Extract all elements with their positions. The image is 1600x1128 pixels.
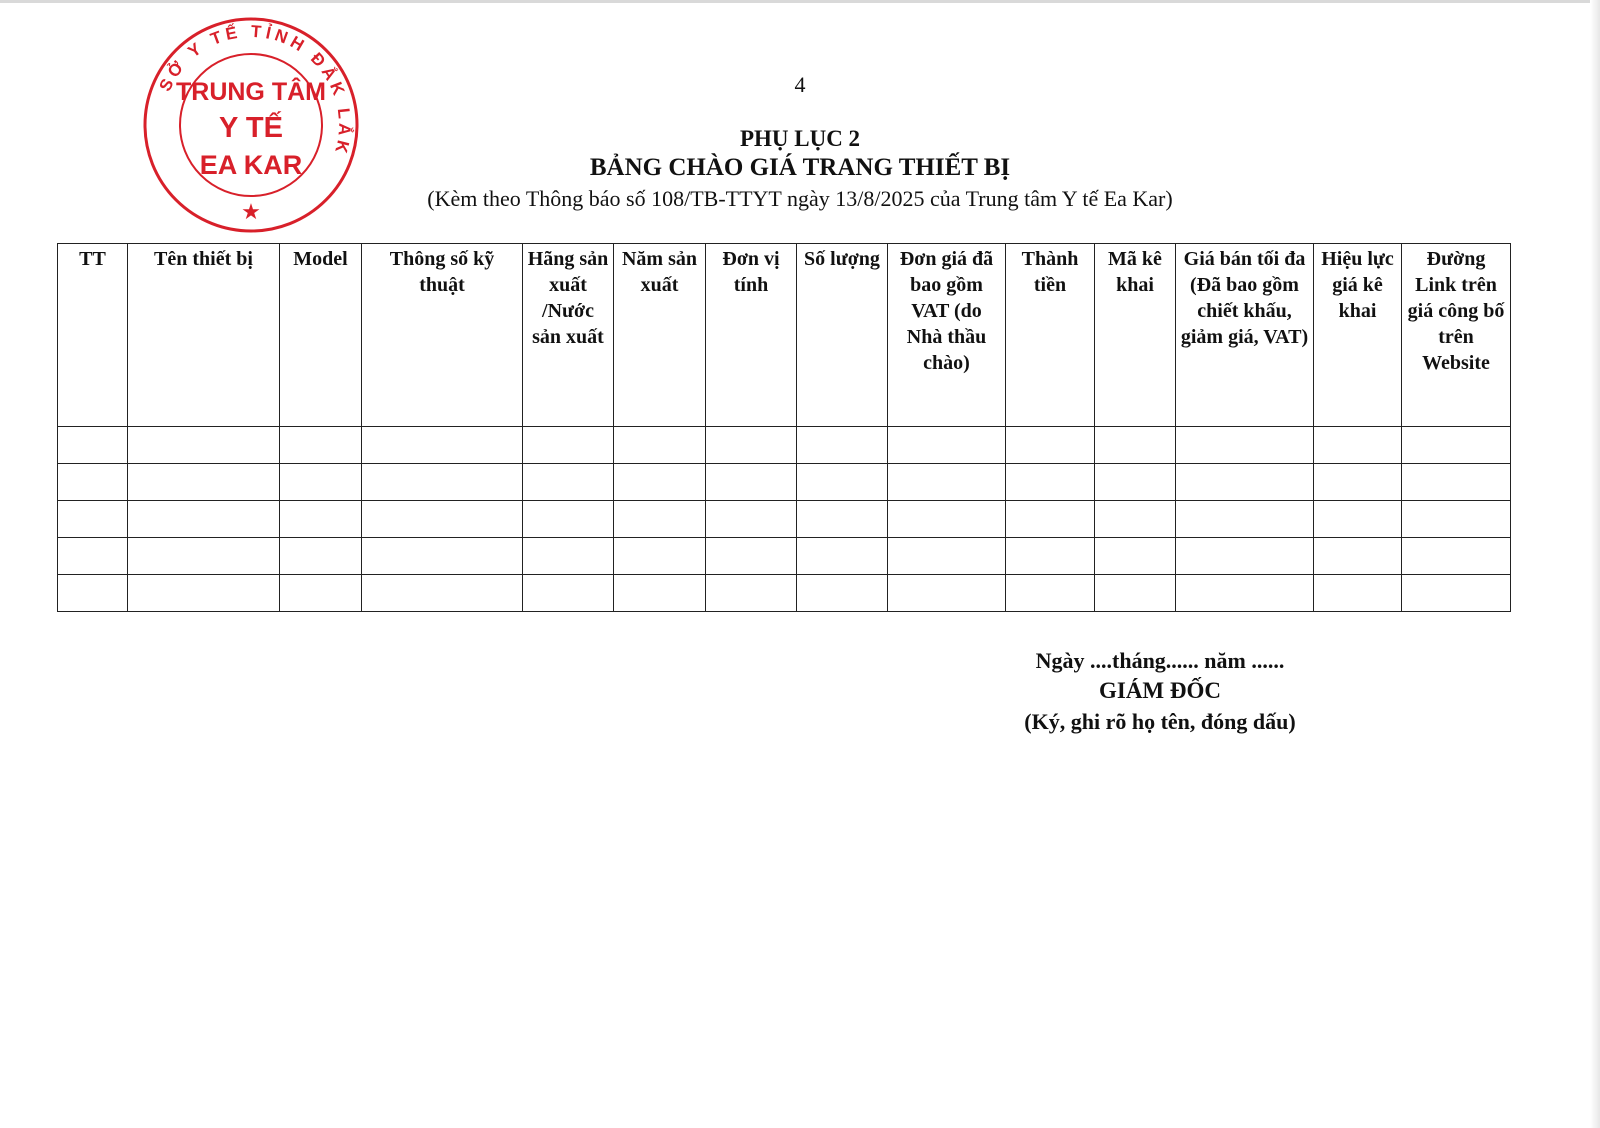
table-cell[interactable] <box>888 538 1006 575</box>
signature-title: GIÁM ĐỐC <box>1098 678 1222 703</box>
table-cell[interactable] <box>797 575 888 612</box>
header-website-link: Đường Link trên giá công bố trên Website <box>1402 244 1511 427</box>
table-cell[interactable] <box>797 464 888 501</box>
table-cell[interactable] <box>1402 501 1511 538</box>
table-cell[interactable] <box>1006 427 1095 464</box>
table-cell[interactable] <box>362 538 523 575</box>
document-title: BẢNG CHÀO GIÁ TRANG THIẾT BỊ <box>589 154 1011 181</box>
table-cell[interactable] <box>1402 427 1511 464</box>
table-cell[interactable] <box>706 427 797 464</box>
table-cell[interactable] <box>1006 464 1095 501</box>
table-cell[interactable] <box>797 501 888 538</box>
table-cell[interactable] <box>280 575 362 612</box>
table-row <box>58 538 1511 575</box>
table-cell[interactable] <box>58 501 128 538</box>
table-cell[interactable] <box>1095 538 1176 575</box>
table-cell[interactable] <box>523 464 614 501</box>
table-cell[interactable] <box>1176 575 1314 612</box>
table-cell[interactable] <box>523 538 614 575</box>
table-cell[interactable] <box>128 538 280 575</box>
table-cell[interactable] <box>362 464 523 501</box>
header-year: Năm sản xuất <box>614 244 706 427</box>
table-cell[interactable] <box>128 427 280 464</box>
table-cell[interactable] <box>706 501 797 538</box>
table-row <box>58 501 1511 538</box>
table-cell[interactable] <box>1176 427 1314 464</box>
table-cell[interactable] <box>614 538 706 575</box>
table-row <box>58 464 1511 501</box>
table-cell[interactable] <box>614 427 706 464</box>
table-cell[interactable] <box>523 427 614 464</box>
table-cell[interactable] <box>888 575 1006 612</box>
table-cell[interactable] <box>614 464 706 501</box>
table-cell[interactable] <box>58 464 128 501</box>
header-specs: Thông số kỹ thuật <box>362 244 523 427</box>
table-cell[interactable] <box>280 427 362 464</box>
table-row <box>58 575 1511 612</box>
signature-note: (Ký, ghi rõ họ tên, đóng dấu) <box>1024 709 1296 734</box>
table-cell[interactable] <box>362 501 523 538</box>
table-cell[interactable] <box>1176 538 1314 575</box>
header-total: Thành tiền <box>1006 244 1095 427</box>
header-quantity: Số lượng <box>797 244 888 427</box>
header-tt: TT <box>58 244 128 427</box>
table-cell[interactable] <box>1402 575 1511 612</box>
table-cell[interactable] <box>888 501 1006 538</box>
table-cell[interactable] <box>614 501 706 538</box>
table-cell[interactable] <box>797 427 888 464</box>
table-cell[interactable] <box>706 464 797 501</box>
table-cell[interactable] <box>128 575 280 612</box>
table-cell[interactable] <box>1314 427 1402 464</box>
table-cell[interactable] <box>362 575 523 612</box>
header-model: Model <box>280 244 362 427</box>
svg-text:SỞ Y TẾ TỈNH ĐẮK LẮK: SỞ Y TẾ TỈNH ĐẮK LẮK <box>155 21 355 159</box>
table-cell[interactable] <box>1006 575 1095 612</box>
appendix-title: PHỤ LỤC 2 <box>739 126 861 151</box>
header-device-name: Tên thiết bị <box>128 244 280 427</box>
table-cell[interactable] <box>888 464 1006 501</box>
table-cell[interactable] <box>523 575 614 612</box>
header-declaration-code: Mã kê khai <box>1095 244 1176 427</box>
table-cell[interactable] <box>614 575 706 612</box>
table-cell[interactable] <box>1095 501 1176 538</box>
stamp-text-line3: EA KAR <box>199 150 303 180</box>
table-cell[interactable] <box>1176 464 1314 501</box>
stamp-text-line2: Y TẾ <box>219 112 283 144</box>
table-cell[interactable] <box>1095 427 1176 464</box>
table-cell[interactable] <box>1402 538 1511 575</box>
document-subtitle: (Kèm theo Thông báo số 108/TB-TTYT ngày 13/8/2025 của Trung tâm Y tế Ea Kar) <box>427 186 1173 211</box>
quotation-table-container <box>57 243 1510 612</box>
table-cell[interactable] <box>128 464 280 501</box>
table-cell[interactable] <box>1314 575 1402 612</box>
signature-date-line: Ngày ....tháng...... năm ...... <box>1035 648 1285 673</box>
table-cell[interactable] <box>706 538 797 575</box>
star-icon: ★ <box>241 200 261 225</box>
stamp-text-line1: TRUNG TÂM <box>176 78 326 106</box>
table-row <box>58 427 1511 464</box>
table-header-row <box>58 244 1511 427</box>
table-cell[interactable] <box>58 427 128 464</box>
table-cell[interactable] <box>58 575 128 612</box>
table-cell[interactable] <box>797 538 888 575</box>
header-price-validity: Hiệu lực giá kê khai <box>1314 244 1402 427</box>
page-number: 4 <box>794 72 806 97</box>
table-cell[interactable] <box>128 501 280 538</box>
table-cell[interactable] <box>280 538 362 575</box>
table-cell[interactable] <box>1402 464 1511 501</box>
table-cell[interactable] <box>1314 464 1402 501</box>
quotation-table <box>57 243 1511 612</box>
table-cell[interactable] <box>280 501 362 538</box>
table-cell[interactable] <box>888 427 1006 464</box>
table-cell[interactable] <box>1006 538 1095 575</box>
header-manufacturer: Hãng sản xuất /Nước sản xuất <box>523 244 614 427</box>
header-unit: Đơn vị tính <box>706 244 797 427</box>
table-cell[interactable] <box>1314 501 1402 538</box>
table-cell[interactable] <box>706 575 797 612</box>
table-cell[interactable] <box>523 501 614 538</box>
table-cell[interactable] <box>1095 464 1176 501</box>
page-edge-top <box>0 0 1600 3</box>
table-cell[interactable] <box>1095 575 1176 612</box>
table-cell[interactable] <box>362 427 523 464</box>
signature-block <box>960 646 1360 738</box>
table-cell[interactable] <box>280 464 362 501</box>
table-cell[interactable] <box>58 538 128 575</box>
header-unit-price: Đơn giá đã bao gồm VAT (do Nhà thầu chào) <box>888 244 1006 427</box>
table-cell[interactable] <box>1006 501 1095 538</box>
header-max-price: Giá bán tối đa (Đã bao gồm chiết khấu, giảm giá, VAT) <box>1176 244 1314 427</box>
table-cell[interactable] <box>1176 501 1314 538</box>
table-cell[interactable] <box>1314 538 1402 575</box>
